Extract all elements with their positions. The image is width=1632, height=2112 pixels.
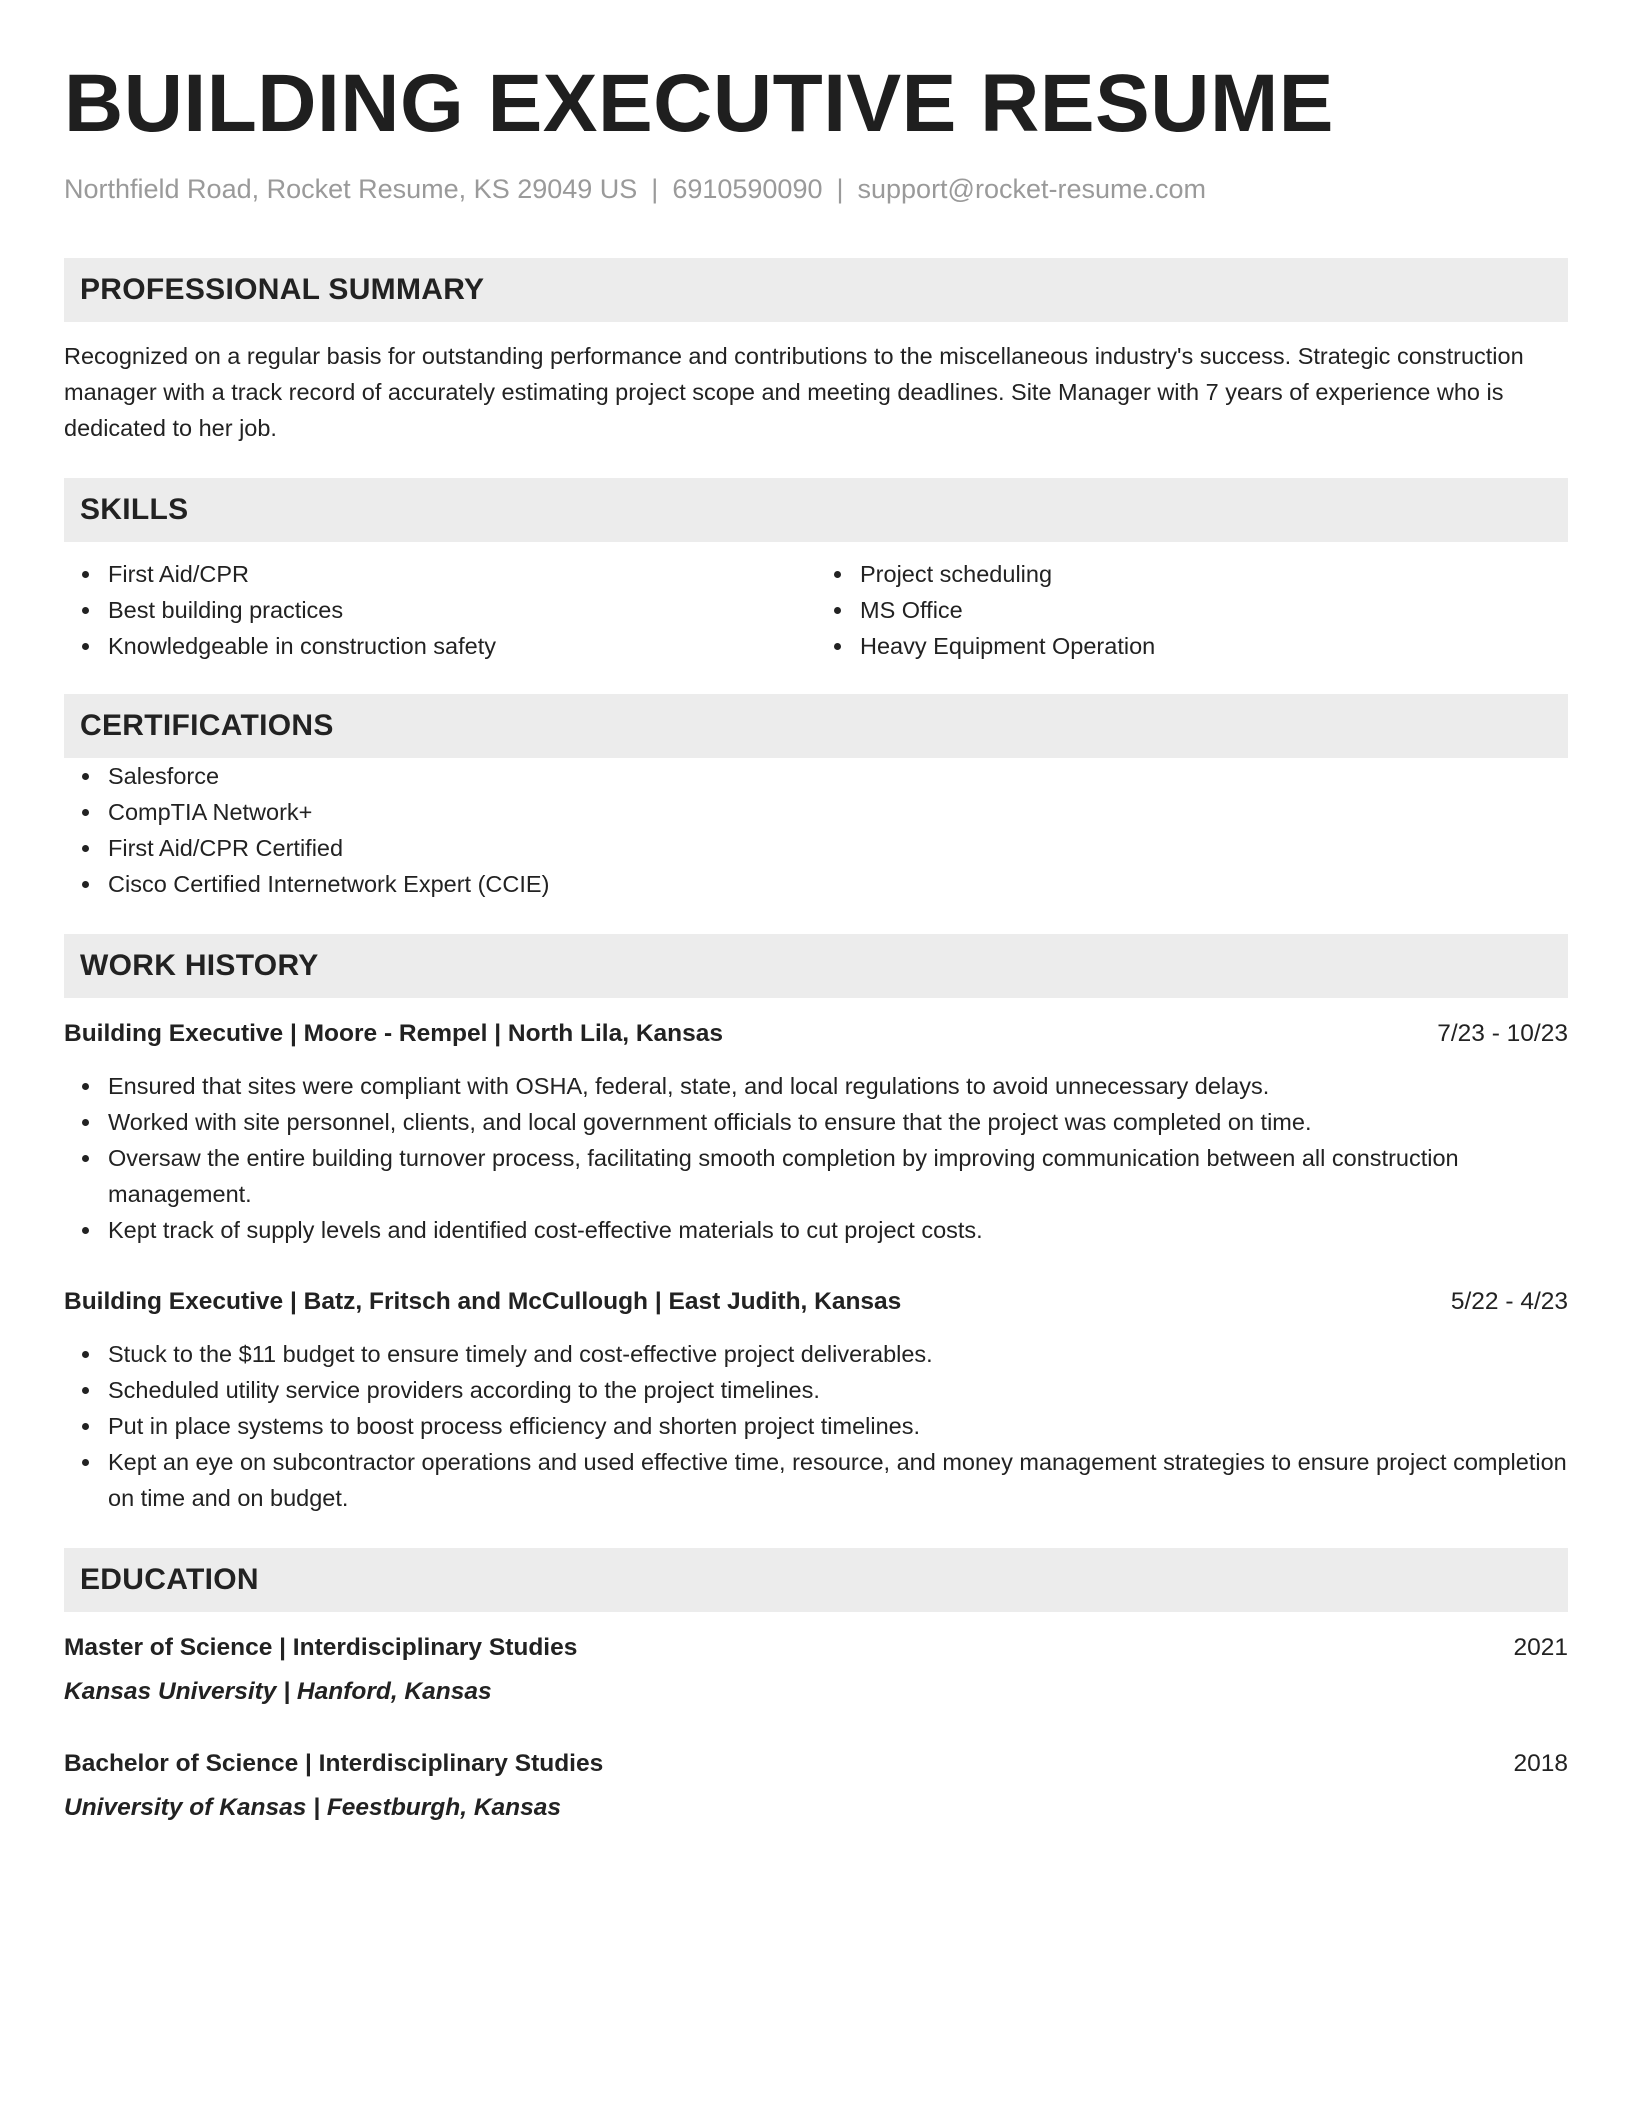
job-title: Building Executive | Moore - Rempel | North Lila, Kansas xyxy=(64,1020,723,1047)
job-dates: 5/22 - 4/23 xyxy=(1450,1288,1568,1315)
contact-separator: | xyxy=(836,174,844,204)
job-bullet: Ensured that sites were compliant with OSHA, federal, state, and local regulations to avoid unnecessary delays. xyxy=(108,1068,1568,1104)
education-degree: Master of Science | Interdisciplinary Studies xyxy=(64,1634,578,1661)
job-bullet: Oversaw the entire building turnover process, facilitating smooth completion by improving communication between all construction management. xyxy=(108,1140,1568,1212)
skills-list-right xyxy=(816,556,1568,664)
job-bullet: Worked with site personnel, clients, and local government officials to ensure that the project was completed on time. xyxy=(108,1104,1568,1140)
contact-line xyxy=(64,172,1568,206)
job-title-row xyxy=(64,1284,1568,1320)
education-degree-row xyxy=(64,1746,1568,1782)
education-year: 2021 xyxy=(1513,1634,1568,1661)
contact-separator: | xyxy=(651,174,659,204)
skill-item: First Aid/CPR xyxy=(108,556,816,592)
certification-item: Cisco Certified Internetwork Expert (CCIE) xyxy=(108,866,1568,902)
job-entry xyxy=(64,1016,1568,1248)
section-header-certifications: CERTIFICATIONS xyxy=(64,694,1568,758)
skill-item: Best building practices xyxy=(108,592,816,628)
job-bullet: Kept track of supply levels and identified cost-effective materials to cut project costs. xyxy=(108,1212,1568,1248)
skill-item: Project scheduling xyxy=(860,556,1568,592)
section-header-skills: SKILLS xyxy=(64,478,1568,542)
education-degree-row xyxy=(64,1630,1568,1666)
skill-item: MS Office xyxy=(860,592,1568,628)
job-bullet: Scheduled utility service providers according to the project timelines. xyxy=(108,1372,1568,1408)
certification-item: Salesforce xyxy=(108,758,1568,794)
contact-email: support@rocket-resume.com xyxy=(857,174,1207,204)
job-title: Building Executive | Batz, Fritsch and McCullough | East Judith, Kansas xyxy=(64,1288,902,1315)
skill-item: Heavy Equipment Operation xyxy=(860,628,1568,664)
section-header-education: EDUCATION xyxy=(64,1548,1568,1612)
job-bullet: Kept an eye on subcontractor operations and used effective time, resource, and money management strategies to ensure project completion on time and on budget. xyxy=(108,1444,1568,1516)
job-dates: 7/23 - 10/23 xyxy=(1437,1020,1568,1047)
education-entry xyxy=(64,1630,1568,1710)
contact-phone: 6910590090 xyxy=(672,174,823,204)
certification-item: CompTIA Network+ xyxy=(108,794,1568,830)
skills-grid xyxy=(64,556,1568,664)
skills-list-left xyxy=(64,556,816,664)
summary-text: Recognized on a regular basis for outstanding performance and contributions to the miscellaneous industry's success. Strategic construction manager with a track record of accurately estimating project scope and meeting deadlines. Site Manager with 7 years of experience who is dedicated to her job. xyxy=(64,343,1524,441)
skills-column-left xyxy=(64,556,816,664)
education-school: University of Kansas | Feestburgh, Kansas xyxy=(64,1794,562,1821)
job-bullets xyxy=(64,1336,1568,1516)
education-school: Kansas University | Hanford, Kansas xyxy=(64,1678,492,1705)
section-header-work-history: WORK HISTORY xyxy=(64,934,1568,998)
skill-item: Knowledgeable in construction safety xyxy=(108,628,816,664)
resume-title: BUILDING EXECUTIVE RESUME xyxy=(64,58,1334,149)
section-header-summary: PROFESSIONAL SUMMARY xyxy=(64,258,1568,322)
certification-item: First Aid/CPR Certified xyxy=(108,830,1568,866)
job-bullets xyxy=(64,1068,1568,1248)
education-degree: Bachelor of Science | Interdisciplinary Studies xyxy=(64,1750,604,1777)
contact-address: Northfield Road, Rocket Resume, KS 29049 US xyxy=(64,174,638,204)
education-year: 2018 xyxy=(1513,1750,1568,1777)
certifications-list xyxy=(64,758,1568,902)
skills-column-right xyxy=(816,556,1568,664)
job-bullet: Stuck to the $11 budget to ensure timely and cost-effective project deliverables. xyxy=(108,1336,1568,1372)
job-bullet: Put in place systems to boost process efficiency and shorten project timelines. xyxy=(108,1408,1568,1444)
job-title-row xyxy=(64,1016,1568,1052)
education-entry xyxy=(64,1746,1568,1826)
job-entry xyxy=(64,1284,1568,1516)
